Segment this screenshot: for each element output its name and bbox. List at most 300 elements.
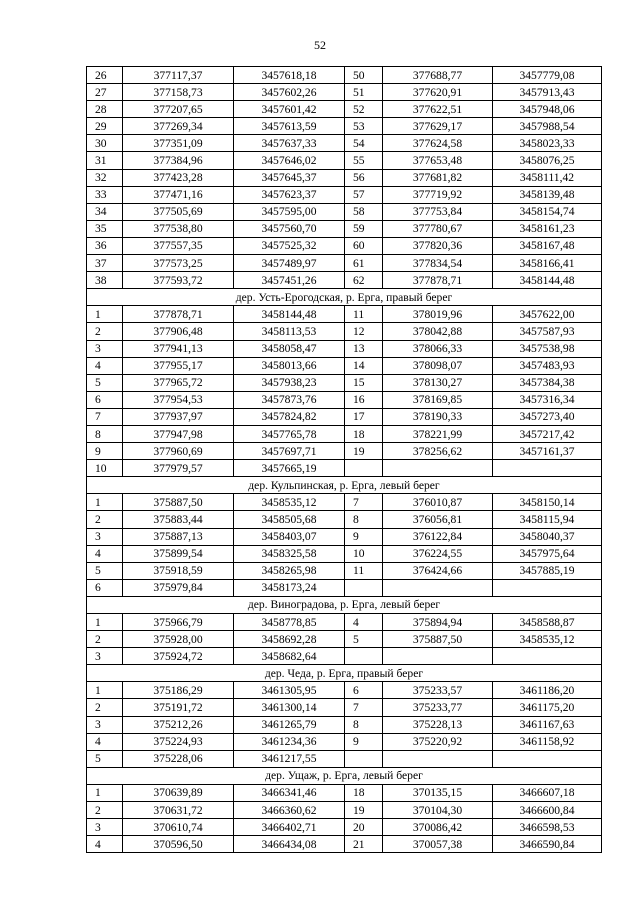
y-coordinate-cell: 3458167,48 <box>493 237 602 254</box>
point-number-cell: 10 <box>345 545 383 562</box>
y-coordinate-cell: 3458144,48 <box>234 306 345 323</box>
x-coordinate-cell: 370610,74 <box>123 819 234 836</box>
y-coordinate-cell: 3457483,93 <box>493 357 602 374</box>
table-row <box>87 648 602 665</box>
x-coordinate-cell: 377629,17 <box>383 118 493 135</box>
y-coordinate-cell: 3457489,97 <box>234 255 345 272</box>
section-header-row <box>87 477 602 494</box>
y-coordinate-cell: 3458505,68 <box>234 511 345 528</box>
y-coordinate-cell: 3458682,64 <box>234 648 345 665</box>
y-coordinate-cell: 3457645,37 <box>234 169 345 186</box>
y-coordinate-cell: 3457273,40 <box>493 408 602 425</box>
y-coordinate-cell: 3461305,95 <box>234 682 345 699</box>
x-coordinate-cell: 377753,84 <box>383 203 493 220</box>
point-number-cell: 32 <box>87 169 123 186</box>
x-coordinate-cell: 375899,54 <box>123 545 234 562</box>
x-coordinate-cell: 377954,53 <box>123 391 234 408</box>
y-coordinate-cell: 3458403,07 <box>234 528 345 545</box>
x-coordinate-cell: 377965,72 <box>123 374 234 391</box>
point-number-cell: 2 <box>87 802 123 819</box>
point-number-cell: 21 <box>345 836 383 853</box>
y-coordinate-cell: 3457885,19 <box>493 562 602 579</box>
y-coordinate-cell: 3458058,47 <box>234 340 345 357</box>
table-row <box>87 784 602 801</box>
table-row <box>87 614 602 631</box>
y-coordinate-cell: 3457217,42 <box>493 425 602 442</box>
y-coordinate-cell: 3458154,74 <box>493 203 602 220</box>
table-row <box>87 255 602 272</box>
x-coordinate-cell: 377158,73 <box>123 84 234 101</box>
y-coordinate-cell: 3457623,37 <box>234 186 345 203</box>
y-coordinate-cell: 3458150,14 <box>493 494 602 511</box>
x-coordinate-cell: 377834,54 <box>383 255 493 272</box>
point-number-cell: 5 <box>345 631 383 648</box>
point-number-cell: 37 <box>87 255 123 272</box>
y-coordinate-cell: 3461167,63 <box>493 716 602 733</box>
x-coordinate-cell: 377624,58 <box>383 135 493 152</box>
x-coordinate-cell: 375883,44 <box>123 511 234 528</box>
y-coordinate-cell: 3458692,28 <box>234 631 345 648</box>
y-coordinate-cell: 3457948,06 <box>493 101 602 118</box>
y-coordinate-cell: 3457975,64 <box>493 545 602 562</box>
point-number-cell: 35 <box>87 220 123 237</box>
y-coordinate-cell: 3466590,84 <box>493 836 602 853</box>
y-coordinate-cell: 3457161,37 <box>493 443 602 460</box>
point-number-cell: 34 <box>87 203 123 220</box>
x-coordinate-cell: 375894,94 <box>383 614 493 631</box>
point-number-cell: 13 <box>345 340 383 357</box>
x-coordinate-cell: 370631,72 <box>123 802 234 819</box>
table-row <box>87 357 602 374</box>
y-coordinate-cell: 3457637,33 <box>234 135 345 152</box>
x-coordinate-cell <box>383 648 493 665</box>
table-row <box>87 699 602 716</box>
y-coordinate-cell: 3457613,59 <box>234 118 345 135</box>
point-number-cell: 30 <box>87 135 123 152</box>
point-number-cell: 26 <box>87 67 123 84</box>
table-row <box>87 391 602 408</box>
point-number-cell: 2 <box>87 631 123 648</box>
point-number-cell: 50 <box>345 67 383 84</box>
y-coordinate-cell: 3457988,54 <box>493 118 602 135</box>
section-title: дер. Кульпинская, р. Ерга, левый берег <box>87 477 602 494</box>
table-row <box>87 631 602 648</box>
y-coordinate-cell: 3458113,53 <box>234 323 345 340</box>
section-header-row <box>87 596 602 613</box>
x-coordinate-cell: 377780,67 <box>383 220 493 237</box>
point-number-cell: 27 <box>87 84 123 101</box>
point-number-cell: 15 <box>345 374 383 391</box>
x-coordinate-cell: 377269,34 <box>123 118 234 135</box>
point-number-cell: 19 <box>345 443 383 460</box>
x-coordinate-cell: 370135,15 <box>383 784 493 801</box>
section-title: дер. Усть-Ерогодская, р. Ерга, правый берег <box>87 289 602 306</box>
point-number-cell: 4 <box>87 836 123 853</box>
x-coordinate-cell: 378221,99 <box>383 425 493 442</box>
point-number-cell: 9 <box>345 733 383 750</box>
x-coordinate-cell: 377878,71 <box>383 272 493 289</box>
table-row <box>87 135 602 152</box>
x-coordinate-cell: 376122,84 <box>383 528 493 545</box>
point-number-cell <box>345 750 383 767</box>
x-coordinate-cell: 375228,06 <box>123 750 234 767</box>
y-coordinate-cell <box>493 750 602 767</box>
x-coordinate-cell: 375220,92 <box>383 733 493 750</box>
table-row <box>87 186 602 203</box>
table-row <box>87 562 602 579</box>
x-coordinate-cell: 377960,69 <box>123 443 234 460</box>
table-row <box>87 203 602 220</box>
y-coordinate-cell: 3461300,14 <box>234 699 345 716</box>
table-row <box>87 682 602 699</box>
y-coordinate-cell: 3458535,12 <box>493 631 602 648</box>
point-number-cell: 8 <box>345 511 383 528</box>
point-number-cell: 2 <box>87 699 123 716</box>
y-coordinate-cell: 3461234,36 <box>234 733 345 750</box>
x-coordinate-cell: 377653,48 <box>383 152 493 169</box>
table-row <box>87 511 602 528</box>
coordinates-table-body <box>87 67 602 853</box>
point-number-cell: 55 <box>345 152 383 169</box>
x-coordinate-cell: 376056,81 <box>383 511 493 528</box>
y-coordinate-cell: 3457765,78 <box>234 425 345 442</box>
point-number-cell: 28 <box>87 101 123 118</box>
y-coordinate-cell: 3458040,37 <box>493 528 602 545</box>
point-number-cell: 10 <box>87 460 123 477</box>
y-coordinate-cell: 3458161,23 <box>493 220 602 237</box>
point-number-cell: 3 <box>87 716 123 733</box>
y-coordinate-cell: 3458111,42 <box>493 169 602 186</box>
y-coordinate-cell: 3466607,18 <box>493 784 602 801</box>
x-coordinate-cell: 375966,79 <box>123 614 234 631</box>
y-coordinate-cell: 3457618,18 <box>234 67 345 84</box>
y-coordinate-cell: 3458013,66 <box>234 357 345 374</box>
x-coordinate-cell: 378190,33 <box>383 408 493 425</box>
point-number-cell: 56 <box>345 169 383 186</box>
table-row <box>87 579 602 596</box>
y-coordinate-cell: 3466434,08 <box>234 836 345 853</box>
table-row <box>87 836 602 853</box>
y-coordinate-cell <box>493 579 602 596</box>
x-coordinate-cell: 378130,27 <box>383 374 493 391</box>
x-coordinate-cell: 377878,71 <box>123 306 234 323</box>
point-number-cell: 9 <box>87 443 123 460</box>
y-coordinate-cell: 3457697,71 <box>234 443 345 460</box>
point-number-cell: 1 <box>87 682 123 699</box>
table-row <box>87 374 602 391</box>
y-coordinate-cell: 3457451,26 <box>234 272 345 289</box>
y-coordinate-cell: 3466598,53 <box>493 819 602 836</box>
y-coordinate-cell: 3458325,58 <box>234 545 345 562</box>
point-number-cell: 62 <box>345 272 383 289</box>
x-coordinate-cell <box>383 460 493 477</box>
y-coordinate-cell: 3457525,32 <box>234 237 345 254</box>
section-title: дер. Ущаж, р. Ерга, левый берег <box>87 767 602 784</box>
y-coordinate-cell: 3458023,33 <box>493 135 602 152</box>
x-coordinate-cell: 376424,66 <box>383 562 493 579</box>
y-coordinate-cell: 3466600,84 <box>493 802 602 819</box>
point-number-cell: 16 <box>345 391 383 408</box>
table-row <box>87 169 602 186</box>
x-coordinate-cell: 377937,97 <box>123 408 234 425</box>
y-coordinate-cell: 3458778,85 <box>234 614 345 631</box>
x-coordinate-cell: 375887,50 <box>383 631 493 648</box>
y-coordinate-cell: 3457824,82 <box>234 408 345 425</box>
x-coordinate-cell: 378256,62 <box>383 443 493 460</box>
section-header-row <box>87 665 602 682</box>
y-coordinate-cell: 3466341,46 <box>234 784 345 801</box>
section-title: дер. Виноградова, р. Ерга, левый берег <box>87 596 602 613</box>
table-row <box>87 306 602 323</box>
table-row <box>87 220 602 237</box>
x-coordinate-cell <box>383 750 493 767</box>
y-coordinate-cell: 3458173,24 <box>234 579 345 596</box>
y-coordinate-cell: 3457538,98 <box>493 340 602 357</box>
point-number-cell: 33 <box>87 186 123 203</box>
x-coordinate-cell: 377622,51 <box>383 101 493 118</box>
y-coordinate-cell: 3458535,12 <box>234 494 345 511</box>
point-number-cell: 18 <box>345 784 383 801</box>
coordinates-table <box>86 66 602 853</box>
y-coordinate-cell: 3457622,00 <box>493 306 602 323</box>
x-coordinate-cell: 375186,29 <box>123 682 234 699</box>
x-coordinate-cell: 378098,07 <box>383 357 493 374</box>
table-row <box>87 152 602 169</box>
point-number-cell: 17 <box>345 408 383 425</box>
table-row <box>87 408 602 425</box>
point-number-cell: 5 <box>87 750 123 767</box>
table-row <box>87 716 602 733</box>
point-number-cell: 1 <box>87 784 123 801</box>
point-number-cell: 7 <box>345 699 383 716</box>
table-row <box>87 101 602 118</box>
y-coordinate-cell: 3461175,20 <box>493 699 602 716</box>
table-row <box>87 272 602 289</box>
x-coordinate-cell: 377557,35 <box>123 237 234 254</box>
point-number-cell: 61 <box>345 255 383 272</box>
point-number-cell: 3 <box>87 648 123 665</box>
x-coordinate-cell: 370596,50 <box>123 836 234 853</box>
y-coordinate-cell: 3457384,38 <box>493 374 602 391</box>
y-coordinate-cell: 3458588,87 <box>493 614 602 631</box>
x-coordinate-cell: 376224,55 <box>383 545 493 562</box>
y-coordinate-cell: 3458144,48 <box>493 272 602 289</box>
x-coordinate-cell: 376010,87 <box>383 494 493 511</box>
x-coordinate-cell: 378019,96 <box>383 306 493 323</box>
point-number-cell: 19 <box>345 802 383 819</box>
table-row <box>87 545 602 562</box>
y-coordinate-cell: 3461186,20 <box>493 682 602 699</box>
point-number-cell: 57 <box>345 186 383 203</box>
y-coordinate-cell: 3466402,71 <box>234 819 345 836</box>
point-number-cell: 5 <box>87 374 123 391</box>
x-coordinate-cell: 377955,17 <box>123 357 234 374</box>
point-number-cell: 11 <box>345 306 383 323</box>
x-coordinate-cell: 375233,57 <box>383 682 493 699</box>
y-coordinate-cell: 3461158,92 <box>493 733 602 750</box>
y-coordinate-cell: 3457873,76 <box>234 391 345 408</box>
point-number-cell: 7 <box>87 408 123 425</box>
point-number-cell: 12 <box>345 323 383 340</box>
x-coordinate-cell: 375233,77 <box>383 699 493 716</box>
point-number-cell: 6 <box>87 579 123 596</box>
point-number-cell <box>345 579 383 596</box>
point-number-cell: 60 <box>345 237 383 254</box>
y-coordinate-cell: 3457938,23 <box>234 374 345 391</box>
x-coordinate-cell: 377423,28 <box>123 169 234 186</box>
point-number-cell: 52 <box>345 101 383 118</box>
table-row <box>87 819 602 836</box>
x-coordinate-cell: 375887,50 <box>123 494 234 511</box>
x-coordinate-cell: 375887,13 <box>123 528 234 545</box>
table-row <box>87 67 602 84</box>
y-coordinate-cell: 3457601,42 <box>234 101 345 118</box>
x-coordinate-cell: 370086,42 <box>383 819 493 836</box>
point-number-cell: 9 <box>345 528 383 545</box>
point-number-cell: 8 <box>87 425 123 442</box>
point-number-cell: 53 <box>345 118 383 135</box>
x-coordinate-cell: 377947,98 <box>123 425 234 442</box>
x-coordinate-cell: 377688,77 <box>383 67 493 84</box>
y-coordinate-cell: 3457316,34 <box>493 391 602 408</box>
x-coordinate-cell: 375228,13 <box>383 716 493 733</box>
x-coordinate-cell: 377941,13 <box>123 340 234 357</box>
table-row <box>87 528 602 545</box>
point-number-cell: 1 <box>87 306 123 323</box>
y-coordinate-cell: 3458115,94 <box>493 511 602 528</box>
x-coordinate-cell: 377207,65 <box>123 101 234 118</box>
table-row <box>87 340 602 357</box>
y-coordinate-cell: 3457665,19 <box>234 460 345 477</box>
y-coordinate-cell: 3461217,55 <box>234 750 345 767</box>
point-number-cell: 3 <box>87 819 123 836</box>
x-coordinate-cell: 370104,30 <box>383 802 493 819</box>
y-coordinate-cell: 3457587,93 <box>493 323 602 340</box>
y-coordinate-cell: 3457779,08 <box>493 67 602 84</box>
point-number-cell: 20 <box>345 819 383 836</box>
point-number-cell: 6 <box>345 682 383 699</box>
x-coordinate-cell: 377681,82 <box>383 169 493 186</box>
section-title: дер. Чеда, р. Ерга, правый берег <box>87 665 602 682</box>
x-coordinate-cell: 377573,25 <box>123 255 234 272</box>
table-row <box>87 237 602 254</box>
x-coordinate-cell: 375928,00 <box>123 631 234 648</box>
table-row <box>87 443 602 460</box>
x-coordinate-cell: 377538,80 <box>123 220 234 237</box>
x-coordinate-cell: 375191,72 <box>123 699 234 716</box>
y-coordinate-cell: 3458139,48 <box>493 186 602 203</box>
point-number-cell: 7 <box>345 494 383 511</box>
table-row <box>87 425 602 442</box>
x-coordinate-cell: 375924,72 <box>123 648 234 665</box>
x-coordinate-cell: 377719,92 <box>383 186 493 203</box>
x-coordinate-cell: 377620,91 <box>383 84 493 101</box>
point-number-cell <box>345 460 383 477</box>
point-number-cell: 51 <box>345 84 383 101</box>
point-number-cell: 6 <box>87 391 123 408</box>
x-coordinate-cell <box>383 579 493 596</box>
x-coordinate-cell: 377820,36 <box>383 237 493 254</box>
x-coordinate-cell: 375979,84 <box>123 579 234 596</box>
y-coordinate-cell: 3466360,62 <box>234 802 345 819</box>
point-number-cell: 18 <box>345 425 383 442</box>
point-number-cell: 8 <box>345 716 383 733</box>
x-coordinate-cell: 378066,33 <box>383 340 493 357</box>
point-number-cell: 3 <box>87 340 123 357</box>
table-row <box>87 118 602 135</box>
x-coordinate-cell: 370639,89 <box>123 784 234 801</box>
point-number-cell: 3 <box>87 528 123 545</box>
y-coordinate-cell: 3457595,00 <box>234 203 345 220</box>
table-row <box>87 733 602 750</box>
point-number-cell: 2 <box>87 511 123 528</box>
table-row <box>87 750 602 767</box>
y-coordinate-cell: 3461265,79 <box>234 716 345 733</box>
point-number-cell: 11 <box>345 562 383 579</box>
point-number-cell: 4 <box>345 614 383 631</box>
y-coordinate-cell: 3458166,41 <box>493 255 602 272</box>
table-row <box>87 323 602 340</box>
y-coordinate-cell: 3458265,98 <box>234 562 345 579</box>
x-coordinate-cell: 375918,59 <box>123 562 234 579</box>
point-number-cell: 1 <box>87 494 123 511</box>
x-coordinate-cell: 377979,57 <box>123 460 234 477</box>
x-coordinate-cell: 377351,09 <box>123 135 234 152</box>
x-coordinate-cell: 377117,37 <box>123 67 234 84</box>
x-coordinate-cell: 377593,72 <box>123 272 234 289</box>
x-coordinate-cell: 375224,93 <box>123 733 234 750</box>
point-number-cell: 14 <box>345 357 383 374</box>
point-number-cell: 59 <box>345 220 383 237</box>
point-number-cell: 38 <box>87 272 123 289</box>
x-coordinate-cell: 377384,96 <box>123 152 234 169</box>
x-coordinate-cell: 377505,69 <box>123 203 234 220</box>
table-row <box>87 802 602 819</box>
point-number-cell: 1 <box>87 614 123 631</box>
x-coordinate-cell: 375212,26 <box>123 716 234 733</box>
table-row <box>87 84 602 101</box>
point-number-cell: 29 <box>87 118 123 135</box>
point-number-cell: 58 <box>345 203 383 220</box>
section-header-row <box>87 767 602 784</box>
point-number-cell: 36 <box>87 237 123 254</box>
y-coordinate-cell: 3457646,02 <box>234 152 345 169</box>
point-number-cell: 4 <box>87 545 123 562</box>
point-number-cell: 4 <box>87 357 123 374</box>
y-coordinate-cell: 3457913,43 <box>493 84 602 101</box>
point-number-cell: 54 <box>345 135 383 152</box>
point-number-cell: 31 <box>87 152 123 169</box>
y-coordinate-cell: 3457560,70 <box>234 220 345 237</box>
x-coordinate-cell: 377906,48 <box>123 323 234 340</box>
point-number-cell: 2 <box>87 323 123 340</box>
y-coordinate-cell <box>493 648 602 665</box>
point-number-cell: 5 <box>87 562 123 579</box>
x-coordinate-cell: 370057,38 <box>383 836 493 853</box>
x-coordinate-cell: 378042,88 <box>383 323 493 340</box>
y-coordinate-cell <box>493 460 602 477</box>
y-coordinate-cell: 3457602,26 <box>234 84 345 101</box>
page-number: 52 <box>314 38 326 52</box>
x-coordinate-cell: 378169,85 <box>383 391 493 408</box>
point-number-cell <box>345 648 383 665</box>
point-number-cell: 4 <box>87 733 123 750</box>
section-header-row <box>87 289 602 306</box>
y-coordinate-cell: 3458076,25 <box>493 152 602 169</box>
table-row <box>87 494 602 511</box>
x-coordinate-cell: 377471,16 <box>123 186 234 203</box>
table-row <box>87 460 602 477</box>
